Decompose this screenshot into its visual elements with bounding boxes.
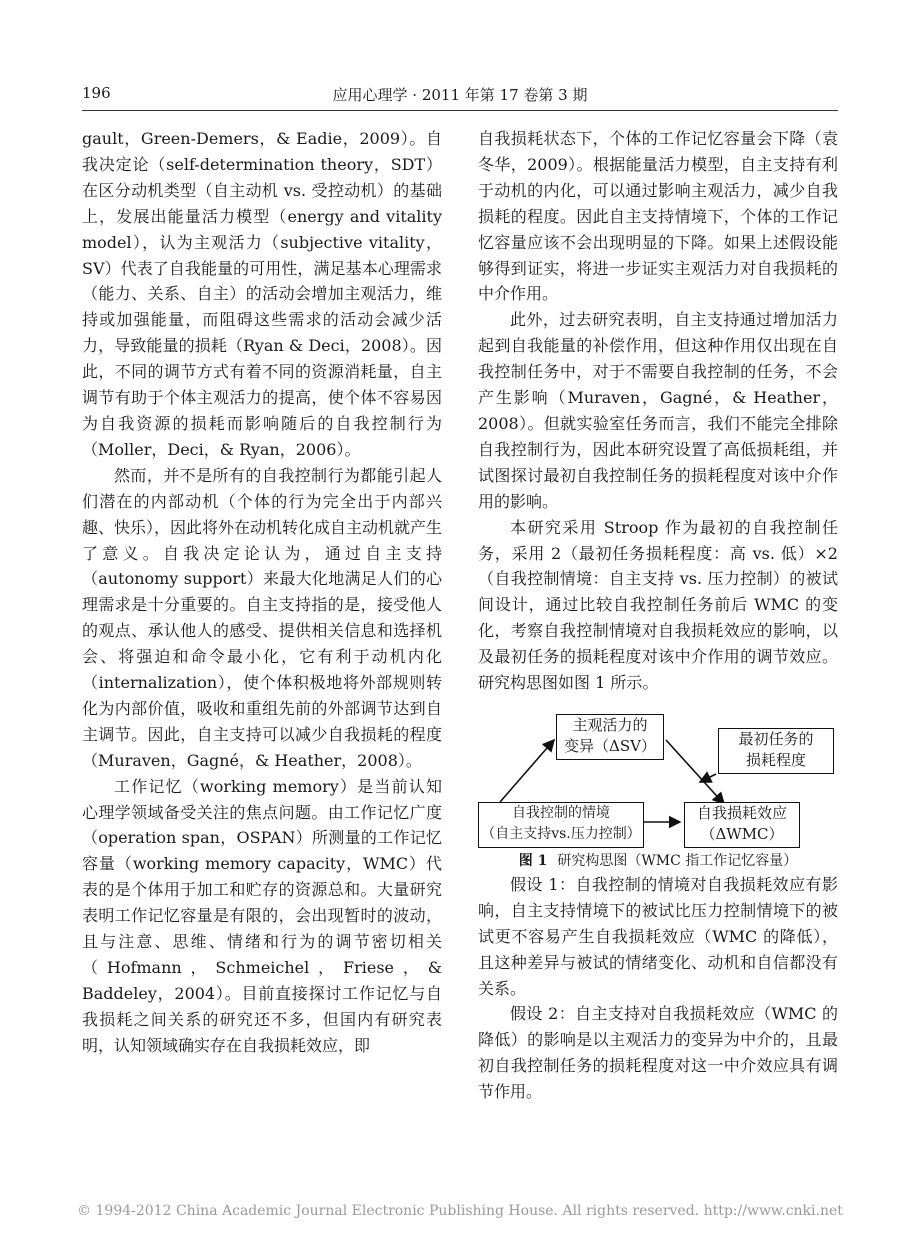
left-column [82, 126, 442, 1059]
box-subjective-vitality: 主观活力的 变异（ΔSV） [556, 714, 664, 760]
box-self-control-context: 自我控制的情境 （自主支持vs.压力控制） [478, 802, 644, 848]
paragraph: 假设 2：自主支持对自我损耗效应（WMC 的降低）的影响是以主观活力的变异为中介的，且最初自我控制任务的损耗程度对这一中介效应具有调节作用。 [478, 1004, 838, 1102]
page-header [82, 84, 838, 108]
page-number: 196 [82, 84, 111, 102]
paragraph: 自我损耗状态下，个体的工作记忆容量会下降（袁冬华，2009）。根据能量活力模型，自主支持有利于动机的内化，可以通过影响主观活力，减少自我损耗的程度。因此自主支持情境下，个体的工作记忆容量应该不会出现明显的下降。如果上述假设能够得到证实，将进一步证实主观活力对自我损耗的中介作用。 [478, 129, 838, 304]
figure-label: 图 1 [518, 852, 548, 869]
box-ego-depletion-effect: 自我损耗效应 （ΔWMC） [684, 802, 800, 848]
paragraph: 此外，过去研究表明，自主支持通过增加活力起到自我能量的补偿作用，但这种作用仅出现在自我控制任务中，对于不需要自我控制的任务，不会产生影响（Muraven，Gagné，& Heather，2008）。但就实验室任务而言，我们不能完全排除自我控制行为，因此本研究设置了高低损耗组，并试图探讨最初自我控制任务的损耗程度对该中介作用的影响。 [478, 310, 838, 511]
figure-caption-text: 研究构思图（WMC 指工作记忆容量） [557, 852, 798, 869]
paragraph: 假设 1：自我控制的情境对自我损耗效应有影响，自主支持情境下的被试比压力控制情境下的被试更不容易产生自我损耗效应（WMC 的降低），且这种差异与被试的情绪变化、动机和自信都没有关系。 [478, 874, 838, 998]
research-model-figure [478, 708, 838, 848]
box-initial-depletion: 最初任务的 损耗程度 [718, 728, 834, 774]
figure-caption [478, 850, 838, 872]
paragraph: 工作记忆（working memory）是当前认知心理学领域备受关注的焦点问题。由工作记忆广度（operation span，OSPAN）所测量的工作记忆容量（working memory capacity，WMC）代表的是个体用于加工和贮存的资源总和。大量研究表明工作记忆容量是有限的，会出现暂时的波动，且与注意、思维、情绪和行为的调节密切相关（Hofmann，Schmeichel，Friese，& Baddeley，2004）。目前直接探讨工作记忆与自我损耗之间关系的研究还不多，但国内有研究表明，认知领域确实存在自我损耗效应，即 [82, 776, 442, 1055]
header-rule [82, 110, 838, 111]
paragraph: 本研究采用 Stroop 作为最初的自我控制任务，采用 2（最初任务损耗程度：高 vs. 低）×2（自我控制情境：自主支持 vs. 压力控制）的被试间设计，通过比较自我控制任务前后 WMC 的变化，考察自我控制情境对自我损耗效应的影响，以及最初任务的损耗程度对该中介作用的调节效应。研究构思图如图 1 所示。 [478, 517, 838, 693]
right-column [478, 126, 838, 1105]
copyright-footer: © 1994-2012 China Academic Journal Electronic Publishing House. All rights reserved. http://www.cnki.net [77, 1203, 843, 1219]
journal-title: 应用心理学 · 2011 年第 17 卷第 3 期 [332, 86, 588, 104]
paragraph: gault，Green-Demers，& Eadie，2009）。自我决定论（self-determination theory，SDT）在区分动机类型（自主动机 vs. 受控动机）的基础上，发展出能量活力模型（energy and vitality model），认为主观活力（subjective vitality，SV）代表了自我能量的可用性，满足基本心理需求（能力、关系、自主）的活动会增加主观活力，维持或加强能量，而阻碍这些需求的活动会减少活力，导致能量的损耗（Ryan & Deci，2008）。因此，不同的调节方式有着不同的资源消耗量，自主调节有助于个体主观活力的提高，使个体不容易因为自我资源的损耗而影响随后的自我控制行为（Moller，Deci，& Ryan，2006）。 [82, 129, 442, 459]
paragraph: 然而，并不是所有的自我控制行为都能引起人们潜在的内部动机（个体的行为完全出于内部兴趣、快乐），因此将外在动机转化成自主动机就产生了意义。自我决定论认为，通过自主支持（autonomy support）来最大化地满足人们的心理需求是十分重要的。自主支持指的是，接受他人的观点、承认他人的感受、提供相关信息和选择机会、将强迫和命令最小化，它有利于动机内化（internalization），使个体积极地将外部规则转化为内部价值，吸收和重组先前的外部调节达到自主调节。因此，自主支持可以减少自我损耗的程度（Muraven，Gagné，& Heather，2008）。 [82, 465, 443, 770]
